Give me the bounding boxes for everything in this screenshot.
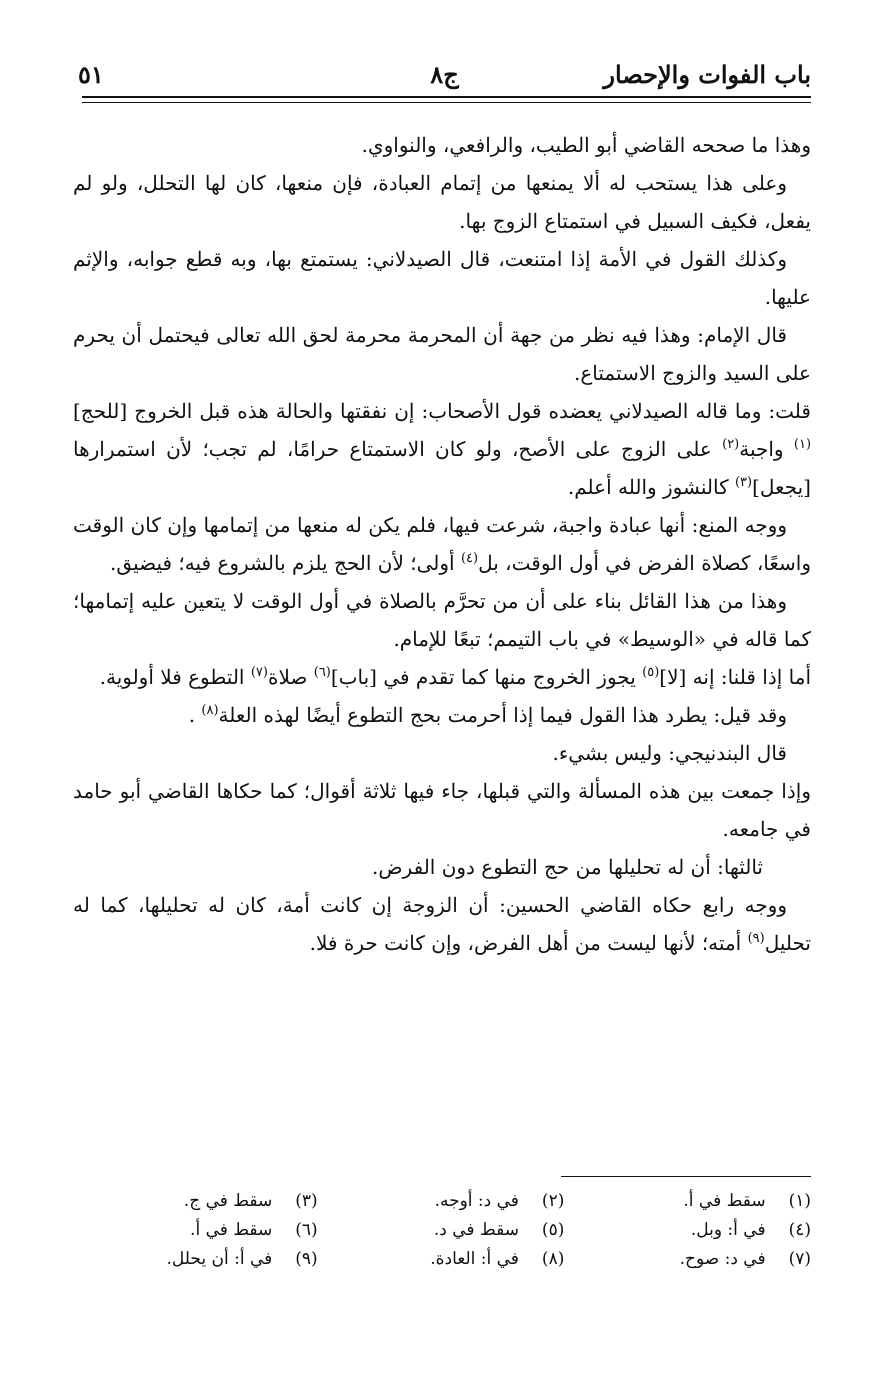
footnote: (٥) سقط في د. xyxy=(433,1220,565,1240)
footnote-separator xyxy=(561,1176,811,1177)
paragraph: وقد قيل: يطرد هذا القول فيما إذا أحرمت بحج التطوع أيضًا لهذه العلة$^{(٨)}$ . xyxy=(188,703,787,727)
footnote: (٢) في د: أوجه. xyxy=(434,1191,565,1211)
paragraph: قال الإمام: وهذا فيه نظر من جهة أن المحرمة محرمة لحق الله تعالى فيحتمل أن يحرم على السيد والزوج الاستمتاع. xyxy=(73,323,811,385)
footnote-ref: (٢) xyxy=(722,437,740,452)
header-rule-thin xyxy=(82,102,811,103)
footnote: (٤) في أ: وبل. xyxy=(690,1220,811,1240)
paragraph: ثالثها: أن له تحليلها من حج التطوع دون الفرض. xyxy=(372,855,763,879)
main-text xyxy=(73,126,811,962)
footnote-ref: (٩) xyxy=(747,931,765,946)
footnote-ref: (٣) xyxy=(734,475,753,490)
footnote-ref: (٤) xyxy=(460,551,479,566)
page-header xyxy=(78,56,811,94)
page-number: ٥١ xyxy=(78,60,104,89)
footnotes xyxy=(71,1188,811,1273)
paragraph: ووجه المنع: أنها عبادة واجبة، شرعت فيها، فلم يكن له منعها من إتمامها وإن كان الوقت واسعًا، كصلاة الفرض في أول الوقت، بل$^{(٤)}$ أولى؛ لأن الحج يلزم بالشروع فيه؛ فيضيق. xyxy=(73,513,811,575)
volume-label: ج٨ xyxy=(430,60,459,89)
footnote-ref: (٦) xyxy=(313,665,331,680)
footnote-ref: (١) xyxy=(793,437,812,452)
paragraph: وعلى هذا يستحب له ألا يمنعها من إتمام العبادة، فإن منعها، كان لها التحلل، ولو لم يفعل، فكيف السبيل في استمتاع الزوج بها. xyxy=(73,171,811,233)
footnote-ref: (٨) xyxy=(201,703,219,718)
header-rule-thick xyxy=(82,96,811,98)
footnote: (٦) سقط في أ. xyxy=(190,1220,318,1240)
footnote-ref: (٧) xyxy=(250,665,268,680)
paragraph: وهذا ما صححه القاضي أبو الطيب، والرافعي، والنواوي. xyxy=(361,133,811,157)
footnote: (١) سقط في أ. xyxy=(683,1191,811,1211)
paragraph: ووجه رابع حكاه القاضي الحسين: أن الزوجة إن كانت أمة، كان له تحليلها، كما له تحليل$^{(٩)}$ أمته؛ لأنها ليست من أهل الفرض، وإن كانت حرة فلا. xyxy=(73,893,811,955)
footnote-ref: (٥) xyxy=(642,665,660,680)
paragraph: وهذا من هذا القائل بناء على أن من تحرَّم بالصلاة في أول الوقت لا يتعين عليه إتمامها؛ كما قاله في «الوسيط» في باب التيمم؛ تبعًا للإمام. xyxy=(73,589,811,651)
footnote: (٩) في أ: أن يحلل. xyxy=(166,1249,318,1269)
paragraph: قلت: وما قاله الصيدلاني يعضده قول الأصحاب: إن نفقتها والحالة هذه قبل الخروج [للحج]$^{(١)}$ واجبة$^{(٢)}$ على الزوج على الأصح، ولو كان الاستمتاع حرامًا، لم تجب؛ لأن استمرارها [يجعل]$^{(٣)}$ كالنشوز والله أعلم. xyxy=(73,399,812,499)
footnote: (٧) في د: صوح. xyxy=(679,1249,811,1269)
paragraph: وإذا جمعت بين هذه المسألة والتي قبلها، جاء فيها ثلاثة أقوال؛ كما حكاها القاضي أبو حامد في جامعه. xyxy=(73,779,811,841)
paragraph: وكذلك القول في الأمة إذا امتنعت، قال الصيدلاني: يستمتع بها، وبه قطع جوابه، والإثم عليها. xyxy=(73,247,811,309)
footnote: (٨) في أ: العادة. xyxy=(430,1249,565,1269)
footnote: (٣) سقط في ج. xyxy=(183,1191,318,1211)
paragraph: قال البندنيجي: وليس بشيء. xyxy=(552,741,787,765)
chapter-title: باب الفوات والإحصار xyxy=(603,60,811,89)
paragraph: أما إذا قلنا: إنه [لا]$^{(٥)}$ يجوز الخروج منها كما تقدم في [باب]$^{(٦)}$ صلاة$^{(٧)}$ التطوع فلا أولوية. xyxy=(99,665,811,689)
